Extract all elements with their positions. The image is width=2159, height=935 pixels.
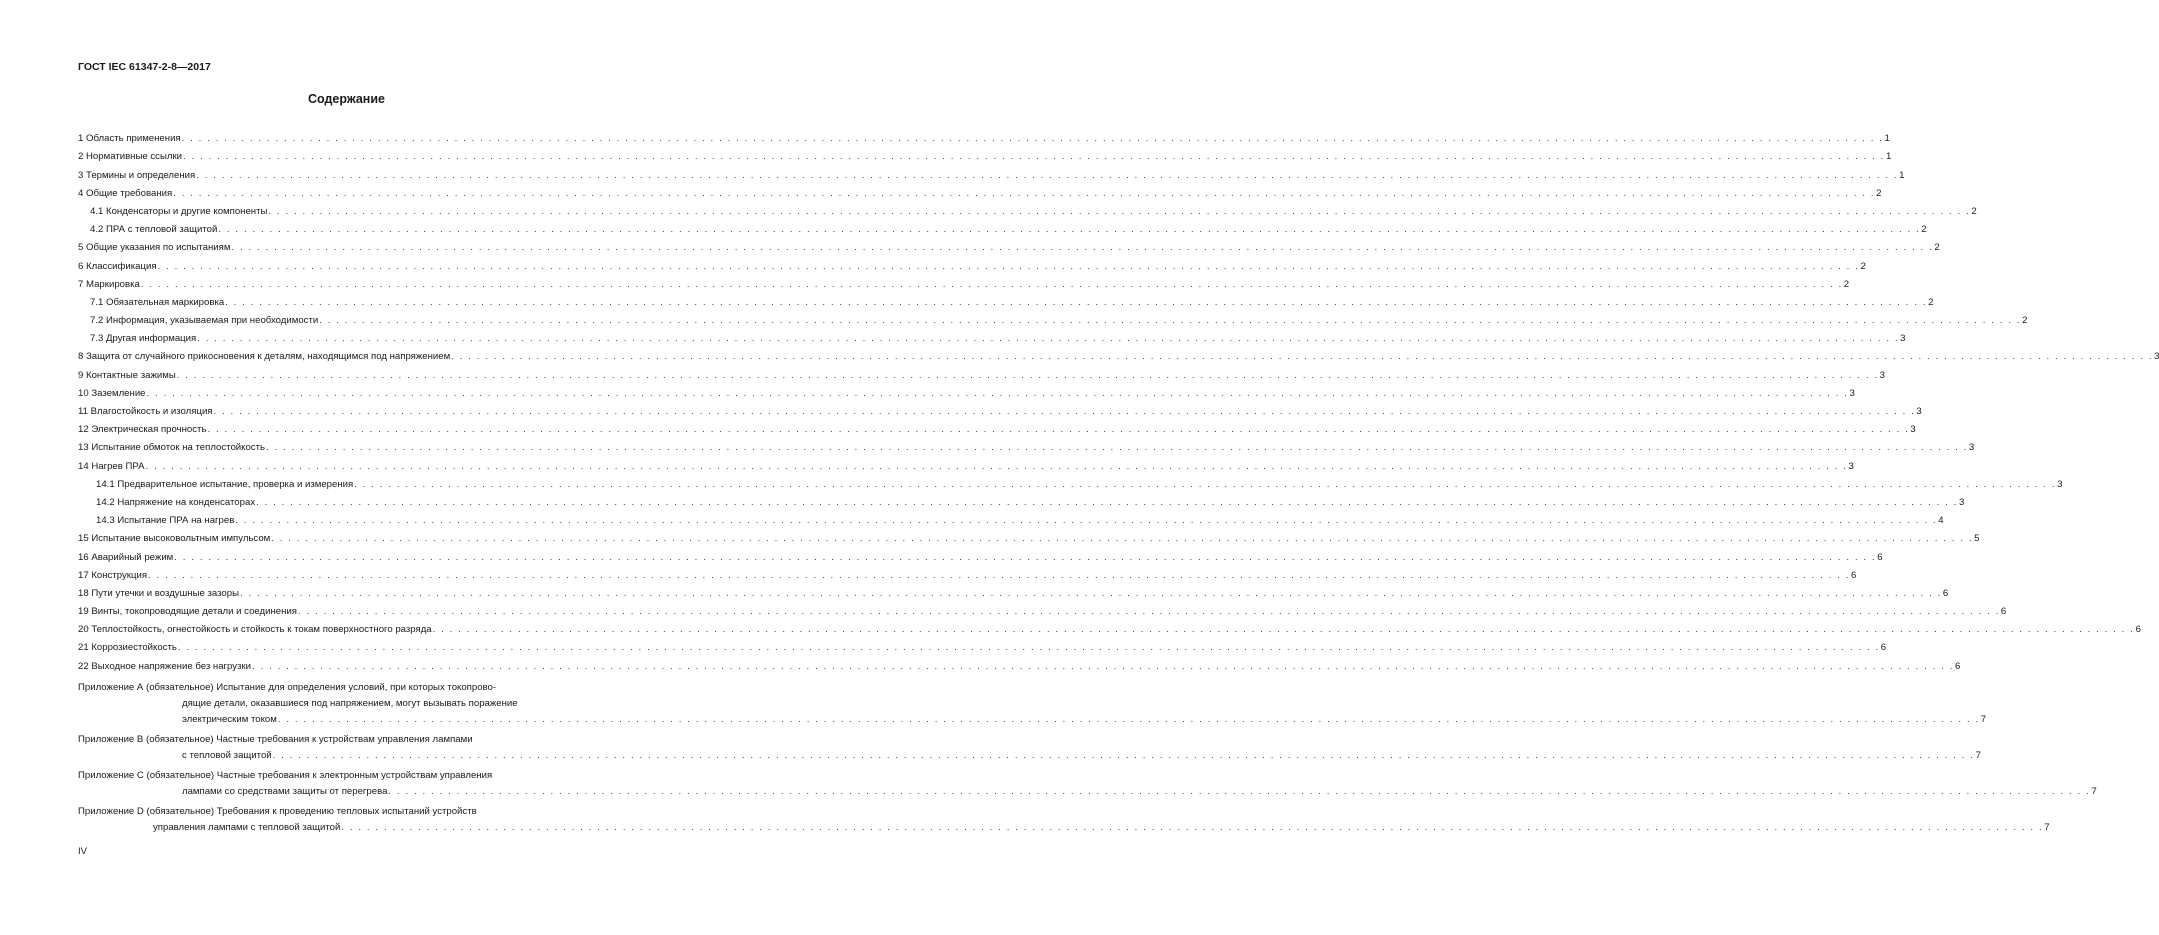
toc-entry-title: 4.1 Конденсаторы и другие компоненты xyxy=(90,205,268,217)
appendix-entry xyxy=(78,731,1981,763)
toc-entry-page: 1 xyxy=(1884,133,1890,145)
toc-leader-dots: . . . . . . . . . . . . . . . . . . . . . . . . . . . . . . . . . . . . . . . . . . . . . . . . . . . . . . . . . . . . . . . . . . . . . . . . . . . . . . . . . . . . . . . . . . . . . . . . . . . . . . . . . . . . . . . . . . . . . . . . . . . . . . . . . . . . . . . . . . . . . . . . . . . . . . . . . . . . . . . . . . . . . . . . . . . . . . . . . . . . . . . . . . . . . . . . . . . . . . . . xyxy=(388,785,2091,797)
toc-entry xyxy=(78,273,1850,291)
toc-leader-dots: . . . . . . . . . . . . . . . . . . . . . . . . . . . . . . . . . . . . . . . . . . . . . . . . . . . . . . . . . . . . . . . . . . . . . . . . . . . . . . . . . . . . . . . . . . . . . . . . . . . . . . . . . . . . . . . . . . . . . . . . . . . . . . . . . . . . . . . . . . . . . . . . . . . . . . . . . . . . . . . . . . . . . . . . . . . . . . . . . . . . . . . . . . . . . . . . . . . . . . . . xyxy=(174,551,1877,563)
appendix-line xyxy=(78,803,608,819)
toc-entry-page: 6 xyxy=(1850,569,1857,581)
toc-entry-page: 5 xyxy=(1974,533,1980,545)
toc-entry xyxy=(78,491,1965,509)
appendix-page: 7 xyxy=(1975,749,1981,761)
toc-entry-page: 6 xyxy=(2000,606,2007,618)
toc-leader-dots: . . . . . . . . . . . . . . . . . . . . . . . . . . . . . . . . . . . . . . . . . . . . . . . . . . . . . . . . . . . . . . . . . . . . . . . . . . . . . . . . . . . . . . . . . . . . . . . . . . . . . . . . . . . . . . . . . . . . . . . . . . . . . . . . . . . . . . . . . . . . . . . . . . . . . . . . . . . . . . . . . . . . . . . . . . . . . . . . . . . . . . . . . . . . . . . . . . . . . . . . xyxy=(218,224,1921,236)
appendix-line xyxy=(78,747,1981,763)
toc-entry-page: 2 xyxy=(1921,224,1927,236)
toc-entry-title: 9 Контактные зажимы xyxy=(78,369,176,381)
toc-leader-dots: . . . . . . . . . . . . . . . . . . . . . . . . . . . . . . . . . . . . . . . . . . . . . . . . . . . . . . . . . . . . . . . . . . . . . . . . . . . . . . . . . . . . . . . . . . . . . . . . . . . . . . . . . . . . . . . . . . . . . . . . . . . . . . . . . . . . . . . . . . . . . . . . . . . . . . . . . . . . . . . . . . . . . . . . . . . . . . . . . . . . . . . . . . . . . . . . . . . . . . . . xyxy=(177,642,1880,654)
toc-leader-dots: . . . . . . . . . . . . . . . . . . . . . . . . . . . . . . . . . . . . . . . . . . . . . . . . . . . . . . . . . . . . . . . . . . . . . . . . . . . . . . . . . . . . . . . . . . . . . . . . . . . . . . . . . . . . . . . . . . . . . . . . . . . . . . . . . . . . . . . . . . . . . . . . . . . . . . . . . . . . . . . . . . . . . . . . . . . . . . . . . . . . . . . . . . . . . . . . . . . . . . . . xyxy=(341,821,2044,833)
toc-leader-dots: . . . . . . . . . . . . . . . . . . . . . . . . . . . . . . . . . . . . . . . . . . . . . . . . . . . . . . . . . . . . . . . . . . . . . . . . . . . . . . . . . . . . . . . . . . . . . . . . . . . . . . . . . . . . . . . . . . . . . . . . . . . . . . . . . . . . . . . . . . . . . . . . . . . . . . . . . . . . . . . . . . . . . . . . . . . . . . . . . . . . . . . . . . . . . . . . . . . . . . . . xyxy=(225,296,1928,308)
toc-entry-page: 3 xyxy=(1848,460,1854,472)
toc-entry-title: 18 Пути утечки и воздушные зазоры xyxy=(78,587,239,599)
appendix-entry xyxy=(78,679,1987,727)
toc-entry-title: 11 Влагостойкость и изоляция xyxy=(78,406,213,417)
toc-entry-page: 6 xyxy=(2135,624,2141,636)
toc-entry-title: 4 Общие требования xyxy=(78,187,173,199)
toc-entry-page: 3 xyxy=(1968,442,1975,454)
toc-entry-title: 7.3 Другая информация xyxy=(90,333,197,345)
toc-leader-dots: . . . . . . . . . . . . . . . . . . . . . . . . . . . . . . . . . . . . . . . . . . . . . . . . . . . . . . . . . . . . . . . . . . . . . . . . . . . . . . . . . . . . . . . . . . . . . . . . . . . . . . . . . . . . . . . . . . . . . . . . . . . . . . . . . . . . . . . . . . . . . . . . . . . . . . . . . . . . . . . . . . . . . . . . . . . . . . . . . . . . . . . . . . . . . . . . . . . . . . . . xyxy=(181,133,1884,145)
appendix-line xyxy=(78,767,608,783)
toc-leader-dots: . . . . . . . . . . . . . . . . . . . . . . . . . . . . . . . . . . . . . . . . . . . . . . . . . . . . . . . . . . . . . . . . . . . . . . . . . . . . . . . . . . . . . . . . . . . . . . . . . . . . . . . . . . . . . . . . . . . . . . . . . . . . . . . . . . . . . . . . . . . . . . . . . . . . . . . . . . . . . . . . . . . . . . . . . . . . . . . . . . . . . . . . . . . . . . . . . . . . . . . . xyxy=(146,387,1849,399)
toc-entry xyxy=(78,236,1940,254)
toc-leader-dots: . . . . . . . . . . . . . . . . . . . . . . . . . . . . . . . . . . . . . . . . . . . . . . . . . . . . . . . . . . . . . . . . . . . . . . . . . . . . . . . . . . . . . . . . . . . . . . . . . . . . . . . . . . . . . . . . . . . . . . . . . . . . . . . . . . . . . . . . . . . . . . . . . . . . . . . . . . . . . . . . . . . . . . . . . . . . . . . . . . . . . . . . . . . . . . . . . . . . . . . . xyxy=(451,351,2154,363)
toc-entry xyxy=(78,418,1916,436)
appendix-text: дящие детали, оказавшиеся под напряжением, могут вызывать поражение xyxy=(182,697,518,709)
toc-entry xyxy=(78,218,1927,236)
toc-entry-page: 3 xyxy=(1879,369,1886,381)
appendix-page: 7 xyxy=(1980,713,1987,725)
appendix-line xyxy=(78,819,2050,835)
toc-entry-title: 15 Испытание высоковольтным импульсом xyxy=(78,533,271,545)
toc-leader-dots: . . . . . . . . . . . . . . . . . . . . . . . . . . . . . . . . . . . . . . . . . . . . . . . . . . . . . . . . . . . . . . . . . . . . . . . . . . . . . . . . . . . . . . . . . . . . . . . . . . . . . . . . . . . . . . . . . . . . . . . . . . . . . . . . . . . . . . . . . . . . . . . . . . . . . . . . . . . . . . . . . . . . . . . . . . . . . . . . . . . . . . . . . . . . . . . . . . . . . . . . xyxy=(256,496,1959,508)
toc-entry xyxy=(78,291,1934,309)
toc-entry-title: 14.1 Предварительное испытание, проверка и измерения xyxy=(96,478,354,490)
toc-entry-title: 19 Винты, токопроводящие детали и соединения xyxy=(78,606,297,618)
toc-leader-dots: . . . . . . . . . . . . . . . . . . . . . . . . . . . . . . . . . . . . . . . . . . . . . . . . . . . . . . . . . . . . . . . . . . . . . . . . . . . . . . . . . . . . . . . . . . . . . . . . . . . . . . . . . . . . . . . . . . . . . . . . . . . . . . . . . . . . . . . . . . . . . . . . . . . . . . . . . . . . . . . . . . . . . . . . . . . . . . . . . . . . . . . . . . . . . . . . . . . . . . . . xyxy=(231,242,1934,254)
toc-entry-page: 3 xyxy=(1916,406,1922,417)
toc-leader-dots: . . . . . . . . . . . . . . . . . . . . . . . . . . . . . . . . . . . . . . . . . . . . . . . . . . . . . . . . . . . . . . . . . . . . . . . . . . . . . . . . . . . . . . . . . . . . . . . . . . . . . . . . . . . . . . . . . . . . . . . . . . . . . . . . . . . . . . . . . . . . . . . . . . . . . . . . . . . . . . . . . . . . . . . . . . . . . . . . . . . . . . . . . . . . . . . . . . . . . . . . xyxy=(145,460,1848,472)
appendix-text: Приложение С (обязательное) Частные требования к электронным устройствам управления xyxy=(78,769,493,781)
toc-leader-dots: . . . . . . . . . . . . . . . . . . . . . . . . . . . . . . . . . . . . . . . . . . . . . . . . . . . . . . . . . . . . . . . . . . . . . . . . . . . . . . . . . . . . . . . . . . . . . . . . . . . . . . . . . . . . . . . . . . . . . . . . . . . . . . . . . . . . . . . . . . . . . . . . . . . . . . . . . . . . . . . . . . . . . . . . . . . . . . . . . . . . . . . . . . . . . . . . . . . . . . . . xyxy=(319,315,2022,327)
toc-leader-dots: . . . . . . . . . . . . . . . . . . . . . . . . . . . . . . . . . . . . . . . . . . . . . . . . . . . . . . . . . . . . . . . . . . . . . . . . . . . . . . . . . . . . . . . . . . . . . . . . . . . . . . . . . . . . . . . . . . . . . . . . . . . . . . . . . . . . . . . . . . . . . . . . . . . . . . . . . . . . . . . . . . . . . . . . . . . . . . . . . . . . . . . . . . . . . . . . . . . . . . . . xyxy=(272,749,1975,761)
toc-entry-title: 13 Испытание обмоток на теплостойкость xyxy=(78,442,265,454)
toc-leader-dots: . . . . . . . . . . . . . . . . . . . . . . . . . . . . . . . . . . . . . . . . . . . . . . . . . . . . . . . . . . . . . . . . . . . . . . . . . . . . . . . . . . . . . . . . . . . . . . . . . . . . . . . . . . . . . . . . . . . . . . . . . . . . . . . . . . . . . . . . . . . . . . . . . . . . . . . . . . . . . . . . . . . . . . . . . . . . . . . . . . . . . . . . . . . . . . . . . . . . . . . . xyxy=(298,606,2000,618)
document-header: ГОСТ IEC 61347-2-8—2017 xyxy=(78,61,211,73)
toc-leader-dots: . . . . . . . . . . . . . . . . . . . . . . . . . . . . . . . . . . . . . . . . . . . . . . . . . . . . . . . . . . . . . . . . . . . . . . . . . . . . . . . . . . . . . . . . . . . . . . . . . . . . . . . . . . . . . . . . . . . . . . . . . . . . . . . . . . . . . . . . . . . . . . . . . . . . . . . . . . . . . . . . . . . . . . . . . . . . . . . . . . . . . . . . . . . . . . . . . . . . . . . . xyxy=(213,406,1916,417)
toc-entry xyxy=(78,473,2063,491)
toc-entry-page: 3 xyxy=(1959,496,1965,508)
toc-entry xyxy=(78,400,1922,418)
toc-entry-title: 7.1 Обязательная маркировка xyxy=(90,296,225,308)
toc-entry xyxy=(78,618,2141,636)
toc-leader-dots: . . . . . . . . . . . . . . . . . . . . . . . . . . . . . . . . . . . . . . . . . . . . . . . . . . . . . . . . . . . . . . . . . . . . . . . . . . . . . . . . . . . . . . . . . . . . . . . . . . . . . . . . . . . . . . . . . . . . . . . . . . . . . . . . . . . . . . . . . . . . . . . . . . . . . . . . . . . . . . . . . . . . . . . . . . . . . . . . . . . . . . . . . . . . . . . . . . . . . . . . xyxy=(173,187,1876,199)
toc-leader-dots: . . . . . . . . . . . . . . . . . . . . . . . . . . . . . . . . . . . . . . . . . . . . . . . . . . . . . . . . . . . . . . . . . . . . . . . . . . . . . . . . . . . . . . . . . . . . . . . . . . . . . . . . . . . . . . . . . . . . . . . . . . . . . . . . . . . . . . . . . . . . . . . . . . . . . . . . . . . . . . . . . . . . . . . . . . . . . . . . . . . . . . . . . . . . . . . . . . . . . . . . xyxy=(176,369,1879,381)
toc-entry-title: 5 Общие указания по испытаниям xyxy=(78,242,231,254)
toc-entry xyxy=(78,127,1890,145)
toc-entry-page: 2 xyxy=(1928,296,1934,308)
toc-entry-title: 14 Нагрев ПРА xyxy=(78,460,145,472)
appendix-text: Приложение В (обязательное) Частные требования к устройствам управления лампами xyxy=(78,733,473,745)
toc-leader-dots: . . . . . . . . . . . . . . . . . . . . . . . . . . . . . . . . . . . . . . . . . . . . . . . . . . . . . . . . . . . . . . . . . . . . . . . . . . . . . . . . . . . . . . . . . . . . . . . . . . . . . . . . . . . . . . . . . . . . . . . . . . . . . . . . . . . . . . . . . . . . . . . . . . . . . . . . . . . . . . . . . . . . . . . . . . . . . . . . . . . . . . . . . . . . . . . . . . . . . . . . xyxy=(266,442,1968,454)
appendix-line xyxy=(78,711,1987,727)
toc-entry-title: 7.2 Информация, указываемая при необходимости xyxy=(90,315,319,327)
toc-entry xyxy=(78,363,1886,381)
toc-entry-title: 14.3 Испытание ПРА на нагрев xyxy=(96,515,235,527)
toc-entry-page: 3 xyxy=(1910,424,1916,436)
toc-entry xyxy=(78,654,1961,672)
toc-entry-page: 3 xyxy=(1849,387,1855,399)
toc-entry-title: 10 Заземление xyxy=(78,387,146,399)
toc-entry-title: 3 Термины и определения xyxy=(78,169,196,181)
toc-entry-title: 2 Нормативные ссылки xyxy=(78,151,183,163)
toc-entry-page: 3 xyxy=(1900,333,1906,345)
toc-entry-page: 1 xyxy=(1885,151,1892,163)
appendix-text: Приложение D (обязательное) Требования к проведению тепловых испытаний устройств xyxy=(78,805,477,817)
toc-entry-page: 2 xyxy=(1843,278,1850,290)
toc-entry-title: 16 Аварийный режим xyxy=(78,551,174,563)
toc-entry-page: 2 xyxy=(1971,205,1977,217)
appendix-text: лампами со средствами защиты от перегрева xyxy=(182,785,388,797)
toc-entry xyxy=(78,254,1866,272)
toc-leader-dots: . . . . . . . . . . . . . . . . . . . . . . . . . . . . . . . . . . . . . . . . . . . . . . . . . . . . . . . . . . . . . . . . . . . . . . . . . . . . . . . . . . . . . . . . . . . . . . . . . . . . . . . . . . . . . . . . . . . . . . . . . . . . . . . . . . . . . . . . . . . . . . . . . . . . . . . . . . . . . . . . . . . . . . . . . . . . . . . . . . . . . . . . . . . . . . . . . . . . . . . . xyxy=(183,151,1885,163)
appendix-line xyxy=(78,679,608,695)
page-number-footer: IV xyxy=(78,846,88,857)
toc-entry-page: 1 xyxy=(1899,169,1905,181)
appendix-text: Приложение А (обязательное) Испытание для определения условий, при которых токопрово- xyxy=(78,681,497,693)
toc-entry-page: 4 xyxy=(1938,515,1944,527)
toc-entry-title: 12 Электрическая прочность xyxy=(78,424,207,436)
toc-leader-dots: . . . . . . . . . . . . . . . . . . . . . . . . . . . . . . . . . . . . . . . . . . . . . . . . . . . . . . . . . . . . . . . . . . . . . . . . . . . . . . . . . . . . . . . . . . . . . . . . . . . . . . . . . . . . . . . . . . . . . . . . . . . . . . . . . . . . . . . . . . . . . . . . . . . . . . . . . . . . . . . . . . . . . . . . . . . . . . . . . . . . . . . . . . . . . . . . . . . . . . . . xyxy=(354,478,2057,490)
appendix-list xyxy=(78,679,2097,835)
toc-leader-dots: . . . . . . . . . . . . . . . . . . . . . . . . . . . . . . . . . . . . . . . . . . . . . . . . . . . . . . . . . . . . . . . . . . . . . . . . . . . . . . . . . . . . . . . . . . . . . . . . . . . . . . . . . . . . . . . . . . . . . . . . . . . . . . . . . . . . . . . . . . . . . . . . . . . . . . . . . . . . . . . . . . . . . . . . . . . . . . . . . . . . . . . . . . . . . . . . . . . . . . . . xyxy=(148,569,1850,581)
appendix-page: 7 xyxy=(2091,785,2097,797)
toc-leader-dots: . . . . . . . . . . . . . . . . . . . . . . . . . . . . . . . . . . . . . . . . . . . . . . . . . . . . . . . . . . . . . . . . . . . . . . . . . . . . . . . . . . . . . . . . . . . . . . . . . . . . . . . . . . . . . . . . . . . . . . . . . . . . . . . . . . . . . . . . . . . . . . . . . . . . . . . . . . . . . . . . . . . . . . . . . . . . . . . . . . . . . . . . . . . . . . . . . . . . . . . . xyxy=(157,260,1860,272)
toc-entry-title: 8 Защита от случайного прикосновения к деталям, находящимся под напряжением xyxy=(78,351,451,363)
toc-entry-page: 2 xyxy=(1934,242,1940,254)
toc-leader-dots: . . . . . . . . . . . . . . . . . . . . . . . . . . . . . . . . . . . . . . . . . . . . . . . . . . . . . . . . . . . . . . . . . . . . . . . . . . . . . . . . . . . . . . . . . . . . . . . . . . . . . . . . . . . . . . . . . . . . . . . . . . . . . . . . . . . . . . . . . . . . . . . . . . . . . . . . . . . . . . . . . . . . . . . . . . . . . . . . . . . . . . . . . . . . . . . . . . . . . . . . xyxy=(239,587,1942,599)
toc-entry xyxy=(78,200,1977,218)
appendix-entry xyxy=(78,767,2097,799)
toc-leader-dots: . . . . . . . . . . . . . . . . . . . . . . . . . . . . . . . . . . . . . . . . . . . . . . . . . . . . . . . . . . . . . . . . . . . . . . . . . . . . . . . . . . . . . . . . . . . . . . . . . . . . . . . . . . . . . . . . . . . . . . . . . . . . . . . . . . . . . . . . . . . . . . . . . . . . . . . . . . . . . . . . . . . . . . . . . . . . . . . . . . . . . . . . . . . . . . . . . . . . . . . . xyxy=(196,169,1899,181)
appendix-entry xyxy=(78,803,2050,835)
toc-entry-page: 3 xyxy=(2154,351,2159,363)
table-of-contents xyxy=(78,127,2159,839)
toc-leader-dots: . . . . . . . . . . . . . . . . . . . . . . . . . . . . . . . . . . . . . . . . . . . . . . . . . . . . . . . . . . . . . . . . . . . . . . . . . . . . . . . . . . . . . . . . . . . . . . . . . . . . . . . . . . . . . . . . . . . . . . . . . . . . . . . . . . . . . . . . . . . . . . . . . . . . . . . . . . . . . . . . . . . . . . . . . . . . . . . . . . . . . . . . . . . . . . . . . . . . . . . . xyxy=(197,333,1900,345)
appendix-text: электрическим током xyxy=(182,713,277,725)
toc-entry-page: 6 xyxy=(1942,587,1949,599)
toc-entry xyxy=(78,509,1944,527)
toc-entry-page: 2 xyxy=(2022,315,2028,327)
toc-entry xyxy=(78,327,1906,345)
toc-entry-title: 6 Классификация xyxy=(78,260,157,272)
toc-entry xyxy=(78,309,2028,327)
appendix-text: управления лампами с тепловой защитой xyxy=(153,821,341,833)
toc-entry-page: 3 xyxy=(2057,478,2063,490)
toc-entry-title: 1 Область применения xyxy=(78,133,181,145)
toc-entry xyxy=(78,545,1883,563)
toc-entry-page: 2 xyxy=(1876,187,1882,199)
toc-entry xyxy=(78,600,2007,618)
appendix-line xyxy=(78,695,608,711)
toc-entry-page: 6 xyxy=(1954,660,1961,672)
toc-entry-page: 6 xyxy=(1880,642,1887,654)
toc-entry xyxy=(78,436,1975,454)
toc-entry xyxy=(78,582,1949,600)
toc-entry xyxy=(78,145,1892,163)
toc-entry-title: 7 Маркировка xyxy=(78,278,140,290)
toc-entry-page: 6 xyxy=(1877,551,1883,563)
toc-entry xyxy=(78,454,1854,472)
toc-leader-dots: . . . . . . . . . . . . . . . . . . . . . . . . . . . . . . . . . . . . . . . . . . . . . . . . . . . . . . . . . . . . . . . . . . . . . . . . . . . . . . . . . . . . . . . . . . . . . . . . . . . . . . . . . . . . . . . . . . . . . . . . . . . . . . . . . . . . . . . . . . . . . . . . . . . . . . . . . . . . . . . . . . . . . . . . . . . . . . . . . . . . . . . . . . . . . . . . . . . . . . . . xyxy=(268,205,1971,217)
toc-leader-dots: . . . . . . . . . . . . . . . . . . . . . . . . . . . . . . . . . . . . . . . . . . . . . . . . . . . . . . . . . . . . . . . . . . . . . . . . . . . . . . . . . . . . . . . . . . . . . . . . . . . . . . . . . . . . . . . . . . . . . . . . . . . . . . . . . . . . . . . . . . . . . . . . . . . . . . . . . . . . . . . . . . . . . . . . . . . . . . . . . . . . . . . . . . . . . . . . . . . . . . . . xyxy=(277,713,1980,725)
toc-leader-dots: . . . . . . . . . . . . . . . . . . . . . . . . . . . . . . . . . . . . . . . . . . . . . . . . . . . . . . . . . . . . . . . . . . . . . . . . . . . . . . . . . . . . . . . . . . . . . . . . . . . . . . . . . . . . . . . . . . . . . . . . . . . . . . . . . . . . . . . . . . . . . . . . . . . . . . . . . . . . . . . . . . . . . . . . . . . . . . . . . . . . . . . . . . . . . . . . . . . . . . . . xyxy=(207,424,1910,436)
toc-entry-page: 2 xyxy=(1860,260,1866,272)
appendix-line xyxy=(78,783,2097,799)
toc-leader-dots: . . . . . . . . . . . . . . . . . . . . . . . . . . . . . . . . . . . . . . . . . . . . . . . . . . . . . . . . . . . . . . . . . . . . . . . . . . . . . . . . . . . . . . . . . . . . . . . . . . . . . . . . . . . . . . . . . . . . . . . . . . . . . . . . . . . . . . . . . . . . . . . . . . . . . . . . . . . . . . . . . . . . . . . . . . . . . . . . . . . . . . . . . . . . . . . . . . . . . . . . xyxy=(235,515,1938,527)
toc-entry-title: 14.2 Напряжение на конденсаторах xyxy=(96,496,256,508)
appendix-line xyxy=(78,731,608,747)
page-title: Содержание xyxy=(307,92,385,106)
toc-entry-title: 22 Выходное напряжение без нагрузки xyxy=(78,660,252,672)
appendix-page: 7 xyxy=(2044,821,2050,833)
appendix-text: с тепловой защитой xyxy=(182,749,272,761)
toc-entry xyxy=(78,182,1882,200)
toc-entry xyxy=(78,527,1980,545)
toc-entry xyxy=(78,382,1855,400)
toc-entry xyxy=(78,163,1905,181)
toc-leader-dots: . . . . . . . . . . . . . . . . . . . . . . . . . . . . . . . . . . . . . . . . . . . . . . . . . . . . . . . . . . . . . . . . . . . . . . . . . . . . . . . . . . . . . . . . . . . . . . . . . . . . . . . . . . . . . . . . . . . . . . . . . . . . . . . . . . . . . . . . . . . . . . . . . . . . . . . . . . . . . . . . . . . . . . . . . . . . . . . . . . . . . . . . . . . . . . . . . . . . . . . . xyxy=(252,660,1954,672)
toc-leader-dots: . . . . . . . . . . . . . . . . . . . . . . . . . . . . . . . . . . . . . . . . . . . . . . . . . . . . . . . . . . . . . . . . . . . . . . . . . . . . . . . . . . . . . . . . . . . . . . . . . . . . . . . . . . . . . . . . . . . . . . . . . . . . . . . . . . . . . . . . . . . . . . . . . . . . . . . . . . . . . . . . . . . . . . . . . . . . . . . . . . . . . . . . . . . . . . . . . . . . . . . . xyxy=(140,278,1843,290)
toc-entry-title: 21 Коррозиестойкость xyxy=(78,642,177,654)
toc-entry-title: 20 Теплостойкость, огнестойкость и стойкость к токам поверхностного разряда xyxy=(78,624,432,636)
toc-entry xyxy=(78,345,2159,363)
toc-entry-title: 17 Конструкция xyxy=(78,569,148,581)
toc-entry xyxy=(78,636,1887,654)
toc-leader-dots: . . . . . . . . . . . . . . . . . . . . . . . . . . . . . . . . . . . . . . . . . . . . . . . . . . . . . . . . . . . . . . . . . . . . . . . . . . . . . . . . . . . . . . . . . . . . . . . . . . . . . . . . . . . . . . . . . . . . . . . . . . . . . . . . . . . . . . . . . . . . . . . . . . . . . . . . . . . . . . . . . . . . . . . . . . . . . . . . . . . . . . . . . . . . . . . . . . . . . . . . xyxy=(432,624,2135,636)
toc-entry-title: 4.2 ПРА с тепловой защитой xyxy=(90,224,218,236)
toc-leader-dots: . . . . . . . . . . . . . . . . . . . . . . . . . . . . . . . . . . . . . . . . . . . . . . . . . . . . . . . . . . . . . . . . . . . . . . . . . . . . . . . . . . . . . . . . . . . . . . . . . . . . . . . . . . . . . . . . . . . . . . . . . . . . . . . . . . . . . . . . . . . . . . . . . . . . . . . . . . . . . . . . . . . . . . . . . . . . . . . . . . . . . . . . . . . . . . . . . . . . . . . . xyxy=(271,533,1974,545)
toc-entry xyxy=(78,564,1857,582)
